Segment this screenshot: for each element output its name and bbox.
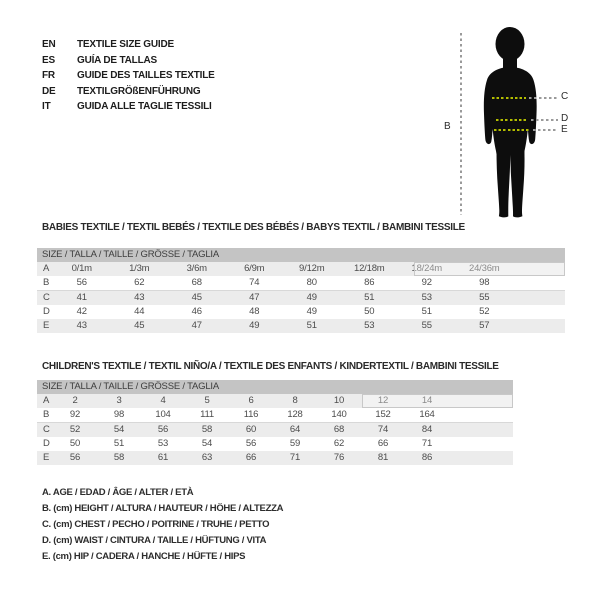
row-letter: E [43,320,50,331]
label-height: B [444,121,451,132]
size-cell: 56 [157,424,169,435]
row-letter: B [43,277,50,288]
size-cell: 80 [306,277,317,288]
size-cell: 66 [245,452,257,463]
size-cell: 74 [377,424,389,435]
size-cell: 50 [364,306,375,317]
size-cell: 1/3m [129,263,150,274]
size-cell: 98 [113,409,125,420]
waist-measure-dashes [496,119,528,121]
size-cell: 104 [155,409,171,420]
size-cell: 51 [421,306,432,317]
language-row [42,84,215,100]
size-cell: 18/24m [411,263,442,274]
language-row [42,99,215,115]
chest-measure-dashes [492,97,526,99]
language-code: EN [42,39,56,50]
size-cell: 57 [479,320,490,331]
size-cell: 41 [76,292,87,303]
size-cell: 53 [364,320,375,331]
size-cell: 3/6m [186,263,207,274]
legend-line: B. (cm) HEIGHT / ALTURA / HAUTEUR / HÖHE / ALTEZZA [42,503,284,514]
row-letter: C [43,424,50,435]
size-cell: 140 [331,409,347,420]
size-cell: 14 [421,395,433,406]
language-row [42,37,215,53]
size-cell: 61 [157,452,169,463]
size-cell: 47 [191,320,202,331]
size-cell: 74 [249,277,260,288]
size-cell: 98 [479,277,490,288]
height-measure-line [460,33,462,215]
size-cell: 164 [419,409,435,420]
size-cell: 111 [200,409,214,420]
language-code: DE [42,85,56,97]
size-cell: 84 [421,424,433,435]
label-chest: C [561,91,569,102]
size-row-e [37,451,513,465]
size-cell: 50 [69,438,81,449]
language-title: TEXTILGRÖßENFÜHRUNG [77,85,201,97]
measurement-figure [440,20,585,232]
size-cell: 0/1m [71,263,92,274]
size-cell: 49 [306,306,317,317]
size-row-d [37,305,565,319]
size-cell: 9/12m [299,263,325,274]
size-row-b [37,276,565,291]
size-cell: 8 [292,395,298,406]
size-cell: 68 [191,277,202,288]
size-cell: 71 [289,452,301,463]
size-row-b [37,408,513,423]
size-cell: 58 [201,424,213,435]
legend-line: A. AGE / EDAD / ÂGE / ALTER / ETÀ [42,487,194,498]
size-row-c [37,423,513,438]
size-cell: 10 [333,395,345,406]
size-cell: 51 [113,438,125,449]
children-section-title: CHILDREN'S TEXTILE / TEXTIL NIÑO/A / TEXTILE DES ENFANTS / KINDERTEXTIL / BAMBINI TESSILE [42,361,499,372]
size-cell: 81 [377,452,389,463]
hip-measure-dashes [494,129,530,131]
hip-leader-line [533,129,558,131]
size-cell: 42 [76,306,87,317]
size-cell: 52 [69,424,81,435]
row-letter: D [43,438,50,449]
language-title: GUÍA DE TALLAS [77,54,157,66]
size-cell: 12 [377,395,389,406]
size-cell: 45 [191,292,202,303]
size-cell: 56 [69,452,81,463]
babies-section-title: BABIES TEXTILE / TEXTIL BEBÉS / TEXTILE DES BÉBÉS / BABYS TEXTIL / BAMBINI TESSILE [42,222,465,233]
label-waist: D [561,113,569,124]
size-cell: 76 [333,452,345,463]
row-letter: E [43,452,50,463]
language-code: FR [42,70,55,81]
language-title: TEXTILE SIZE GUIDE [77,39,174,50]
size-cell: 56 [245,438,257,449]
size-cell: 49 [249,320,260,331]
size-cell: 92 [421,277,432,288]
row-letter: A [43,263,50,274]
size-cell: 152 [375,409,391,420]
size-cell: 56 [76,277,87,288]
size-cell: 55 [479,292,490,303]
language-row [42,68,215,84]
size-cell: 55 [421,320,432,331]
row-letter: D [43,306,50,317]
size-cell: 128 [287,409,303,420]
size-row-d [37,437,513,451]
size-cell: 66 [377,438,389,449]
legend-line: D. (cm) WAIST / CINTURA / TAILLE / HÜFTUNG / VITA [42,535,267,546]
size-cell: 59 [289,438,301,449]
row-letter: A [43,395,50,406]
size-cell: 49 [306,292,317,303]
size-cell: 54 [201,438,213,449]
row-letter: B [43,409,50,420]
size-cell: 5 [204,395,210,406]
size-cell: 44 [134,306,145,317]
size-cell: 64 [289,424,301,435]
waist-leader-line [531,119,558,121]
language-code: ES [42,54,55,66]
size-cell: 60 [245,424,257,435]
children-size-header: SIZE / TALLA / TAILLE / GRÖSSE / TAGLIA [37,380,513,394]
size-cell: 92 [69,409,81,420]
label-hip: E [561,124,568,135]
size-cell: 47 [249,292,260,303]
size-cell: 6/9m [244,263,265,274]
size-cell: 71 [421,438,433,449]
measurement-legend [42,485,283,565]
language-code: IT [42,101,51,112]
size-cell: 62 [333,438,345,449]
size-cell: 2 [72,395,78,406]
size-cell: 43 [134,292,145,303]
size-row-e [37,319,565,333]
size-cell: 3 [116,395,122,406]
babies-size-header: SIZE / TALLA / TAILLE / GRÖSSE / TAGLIA [37,248,565,262]
chest-leader-line [529,97,558,99]
size-row-c [37,291,565,306]
child-silhouette-icon [455,25,555,220]
babies-pasted-fragment-box [414,262,565,277]
legend-line: E. (cm) HIP / CADERA / HANCHE / HÜFTE / HIPS [42,551,246,562]
size-cell: 86 [421,452,433,463]
size-cell: 52 [479,306,490,317]
language-title: GUIDE DES TAILLES TEXTILE [77,70,215,81]
size-cell: 86 [364,277,375,288]
size-cell: 12/18m [354,263,385,274]
size-cell: 68 [333,424,345,435]
size-cell: 53 [421,292,432,303]
size-cell: 4 [160,395,166,406]
size-cell: 48 [249,306,260,317]
size-cell: 24/36m [469,263,500,274]
size-cell: 6 [248,395,254,406]
size-cell: 46 [191,306,202,317]
row-letter: C [43,292,50,303]
size-cell: 54 [113,424,125,435]
size-cell: 51 [306,320,317,331]
size-cell: 63 [201,452,213,463]
size-cell: 58 [113,452,125,463]
size-cell: 116 [243,409,259,420]
size-cell: 45 [134,320,145,331]
language-row [42,53,215,69]
size-cell: 51 [364,292,375,303]
size-cell: 53 [157,438,169,449]
language-title: GUIDA ALLE TAGLIE TESSILI [77,101,212,112]
legend-line: C. (cm) CHEST / PECHO / POITRINE / TRUHE / PETTO [42,519,270,530]
language-list [42,37,215,115]
size-cell: 43 [76,320,87,331]
size-cell: 62 [134,277,145,288]
children-pasted-fragment-box [362,394,513,409]
